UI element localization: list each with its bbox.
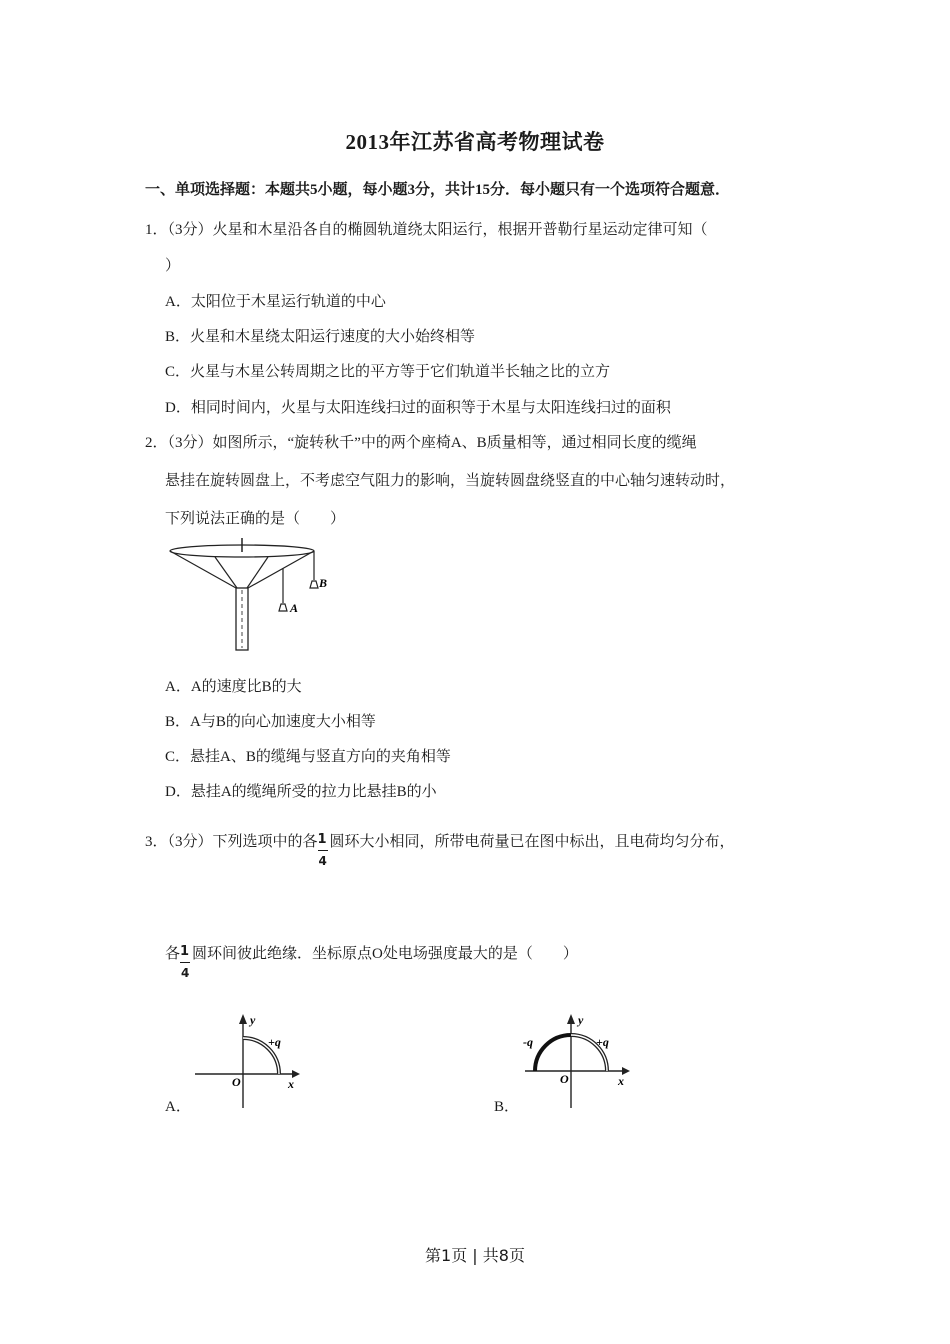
question-2-stem-cont: 悬挂在旋转圆盘上，不考虑空气阻力的影响，当旋转圆盘绕竖直的中心轴匀速转动时， bbox=[165, 473, 736, 489]
q2-option-d: D．悬挂A的缆绳所受的拉力比悬挂B的小 bbox=[165, 784, 437, 800]
question-2-stem-cont2: 下列说法正确的是（ ） bbox=[165, 511, 346, 527]
origin-label: O bbox=[560, 1072, 569, 1086]
origin-label: O bbox=[232, 1075, 241, 1089]
seat-a-label: A bbox=[290, 601, 299, 615]
question-number: 1． bbox=[145, 222, 168, 238]
seat-b-label: B bbox=[319, 576, 328, 590]
section-heading: 一、单项选择题：本题共5小题，每小题3分，共计15分．每小题只有一个选项符合题意． bbox=[145, 182, 731, 198]
q3-option-b-figure bbox=[520, 1010, 640, 1110]
y-axis-label: y bbox=[578, 1013, 584, 1027]
q2-option-c: C．悬挂A、B的缆绳与竖直方向的夹角相等 bbox=[165, 749, 451, 765]
q1-option-d: D．相同时间内，火星与太阳连线扫过的面积等于木星与太阳连线扫过的面积 bbox=[165, 400, 671, 416]
question-3-stem: 3．（3分）下列选项中的各 $\frac{1}{4}$ 圆环大小相同，所带电荷量已在图中标出，且电荷均匀分布， bbox=[145, 832, 735, 868]
question-1-stem bbox=[145, 218, 708, 239]
q1-option-a: A．太阳位于木星运行轨道的中心 bbox=[165, 294, 386, 310]
q2-option-a: A．A的速度比B的大 bbox=[165, 679, 302, 695]
q2-option-b: B．A与B的向心加速度大小相等 bbox=[165, 714, 376, 730]
q3-option-a-label: A． bbox=[165, 1099, 191, 1115]
question-number: 3． bbox=[145, 834, 168, 850]
question-text: 圆环大小相同，所带电荷量已在图中标出，且电荷均匀分布， bbox=[329, 834, 735, 850]
question-2-stem bbox=[145, 431, 697, 452]
negative-charge-label: -q bbox=[523, 1035, 533, 1049]
q3-option-b-label: B． bbox=[494, 1099, 520, 1115]
y-axis-label: y bbox=[250, 1013, 256, 1027]
question-text: 各 bbox=[165, 946, 181, 962]
q3-option-a-figure bbox=[190, 1010, 310, 1110]
question-text: 圆环间彼此绝缘．坐标原点O处电场强度最大的是（ ） bbox=[192, 946, 578, 962]
question-1-stem-cont: ） bbox=[165, 258, 181, 274]
rotating-swing-figure bbox=[160, 530, 340, 660]
x-axis-label: x bbox=[288, 1077, 294, 1091]
q1-option-c: C．火星与木星公转周期之比的平方等于它们轨道半长轴之比的立方 bbox=[165, 364, 611, 380]
charge-label: +q bbox=[268, 1035, 281, 1049]
positive-charge-label: +q bbox=[596, 1035, 609, 1049]
page-title: 2013年江苏省高考物理试卷 bbox=[345, 130, 605, 154]
question-text: （3分）火星和木星沿各自的椭圆轨道绕太阳运行，根据开普勒行星运动定律可知（ bbox=[167, 222, 708, 238]
q1-option-b: B．火星和木星绕太阳运行速度的大小始终相等 bbox=[165, 329, 476, 345]
question-text: （3分）如图所示，“旋转秋千”中的两个座椅A、B质量相等，通过相同长度的缆绳 bbox=[167, 435, 697, 451]
question-3-stem-cont: 各 $\frac{1}{4}$ 圆环间彼此绝缘．坐标原点O处电场强度最大的是（ ） bbox=[165, 944, 578, 980]
question-text: （3分）下列选项中的各 bbox=[167, 834, 318, 850]
page-footer: 第1页 | 共8页 bbox=[425, 1246, 525, 1265]
x-axis-label: x bbox=[618, 1074, 624, 1088]
question-number: 2． bbox=[145, 435, 168, 451]
